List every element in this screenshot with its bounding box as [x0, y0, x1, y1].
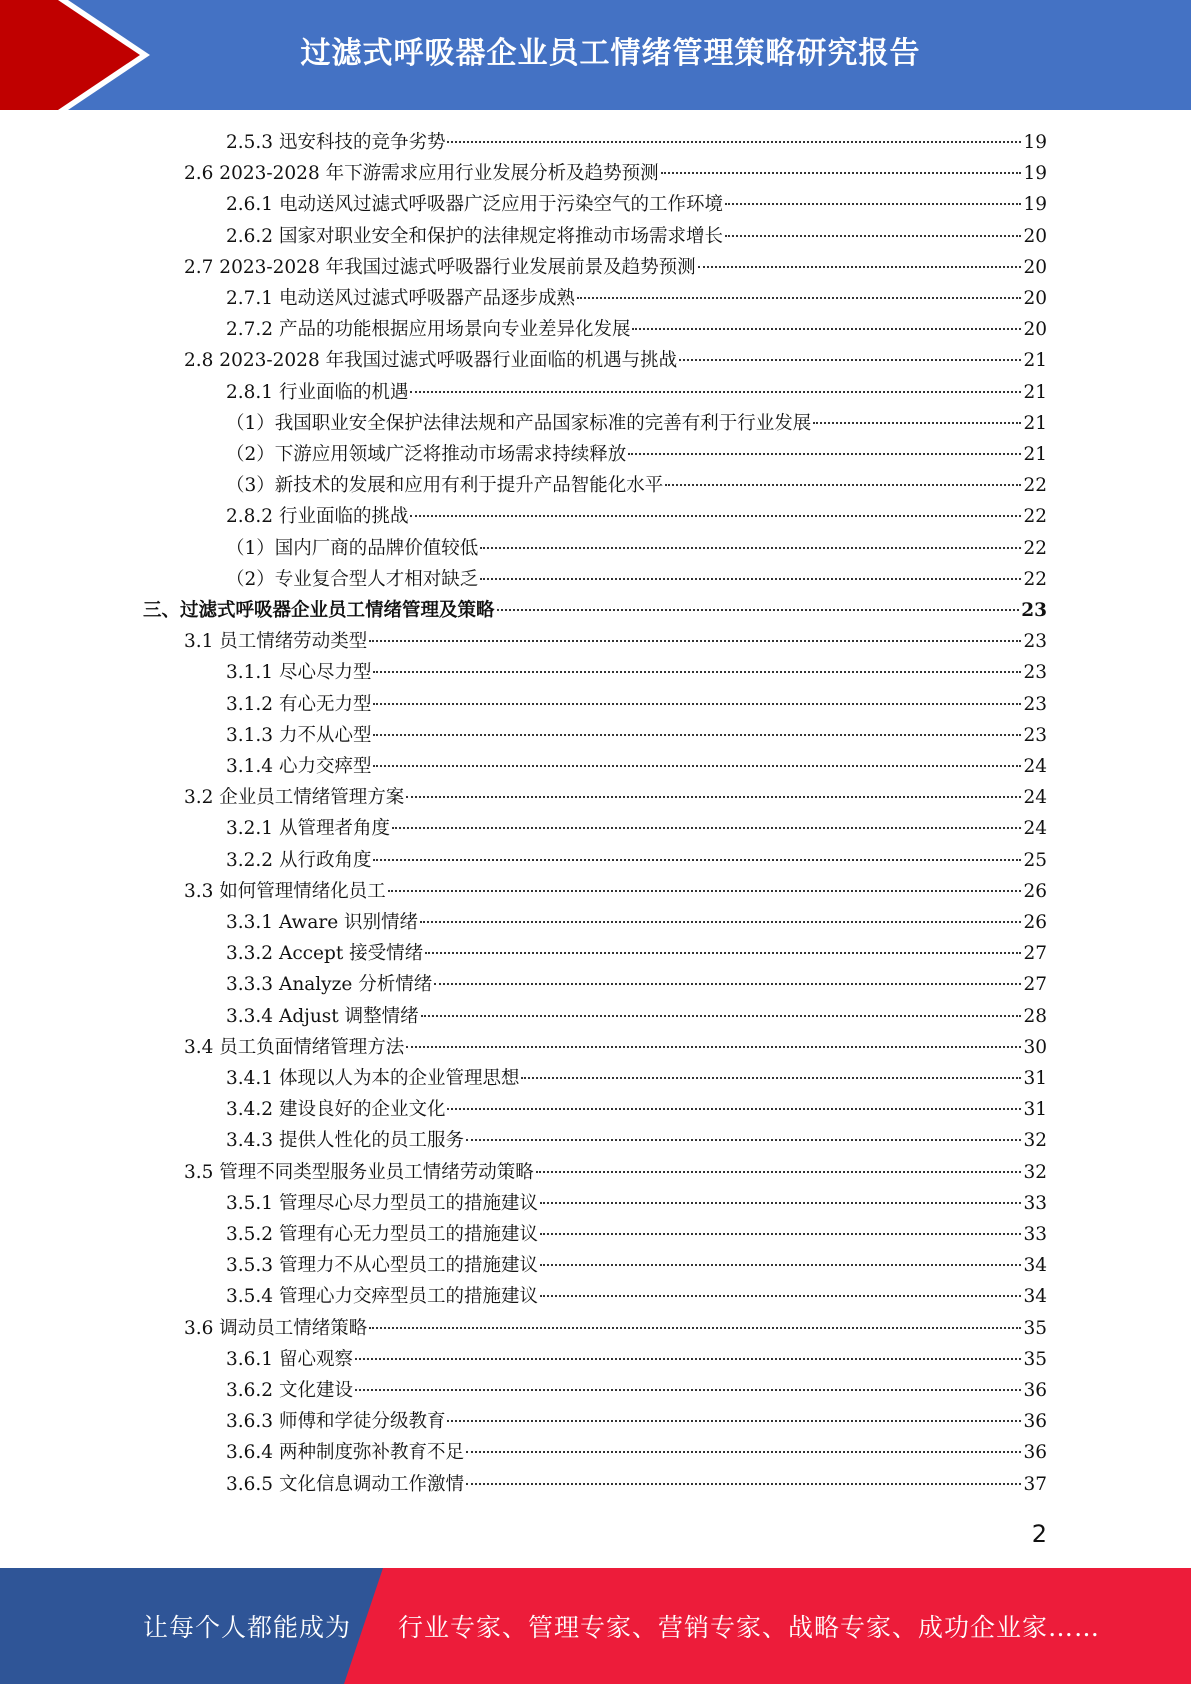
toc-entry-page: 22: [1023, 475, 1047, 497]
toc-entry-title: 3.6.2 文化建设: [226, 1380, 353, 1401]
toc-leader-dots: [425, 952, 1021, 954]
toc-entry[interactable]: [226, 1470, 1047, 1500]
toc-entry[interactable]: [226, 128, 1047, 158]
toc-leader-dots: [497, 609, 1020, 611]
toc-entry-title: （3）新技术的发展和应用有利于提升产品智能化水平: [226, 475, 664, 497]
toc-entry[interactable]: [226, 534, 1047, 564]
toc-entry-page: 24: [1023, 787, 1047, 809]
toc-entry[interactable]: [226, 1438, 1047, 1468]
toc-entry-title: 2.7 2023-2028 年我国过滤式呼吸器行业发展前景及趋势预测: [184, 256, 696, 278]
toc-entry[interactable]: [184, 1158, 1047, 1188]
toc-entry[interactable]: [226, 409, 1047, 439]
toc-entry[interactable]: [226, 1095, 1047, 1125]
toc-entry-title: 3.4.1 体现以人为本的企业管理思想: [226, 1068, 520, 1089]
toc-entry-page: 28: [1023, 1005, 1047, 1027]
toc-entry-title: 3.5.4 管理心力交瘁型员工的措施建议: [226, 1286, 538, 1308]
toc-entry[interactable]: [226, 658, 1047, 688]
page-number: 2: [1031, 1520, 1047, 1548]
toc-leader-dots: [355, 1358, 1022, 1360]
toc-entry-page: 36: [1023, 1411, 1047, 1433]
toc-entry-title: 2.6 2023-2028 年下游需求应用行业发展分析及趋势预测: [184, 163, 659, 185]
page-header: [0, 0, 1191, 110]
toc-leader-dots: [410, 391, 1021, 393]
toc-leader-dots: [661, 172, 1022, 174]
toc-entry-title: 3.5 管理不同类型服务业员工情绪劳动策略: [184, 1161, 534, 1183]
toc-entry-title: 2.6.1 电动送风过滤式呼吸器广泛应用于污染空气的工作环境: [226, 194, 723, 216]
toc-leader-dots: [480, 547, 1021, 549]
toc-leader-dots: [577, 297, 1021, 299]
toc-entry-title: 3.1 员工情绪劳动类型: [184, 631, 368, 653]
toc-entry[interactable]: [226, 502, 1047, 532]
toc-entry[interactable]: [226, 222, 1047, 252]
toc-entry-page: 19: [1023, 132, 1047, 153]
toc-entry-title: 2.7.2 产品的功能根据应用场景向专业差异化发展: [226, 319, 631, 341]
toc-leader-dots: [480, 578, 1021, 580]
toc-entry-page: 20: [1023, 256, 1047, 278]
toc-entry[interactable]: [184, 253, 1047, 283]
toc-entry-title: 2.5.3 迅安科技的竞争劣势: [226, 132, 446, 153]
toc-entry[interactable]: [226, 752, 1047, 782]
toc-entry-title: 3.5.3 管理力不从心型员工的措施建议: [226, 1255, 538, 1277]
toc-entry-page: 37: [1023, 1473, 1047, 1495]
toc-entry-page: 19: [1023, 194, 1047, 216]
toc-entry[interactable]: [184, 1033, 1047, 1063]
toc-entry-title: 3.6.1 留心观察: [226, 1348, 353, 1370]
toc-leader-dots: [420, 921, 1021, 923]
toc-leader-dots: [536, 1171, 1022, 1173]
toc-entry[interactable]: [184, 346, 1047, 376]
toc-entry-title: 3.1.1 尽心尽力型: [226, 662, 372, 684]
page-title: 过滤式呼吸器企业员工情绪管理策略研究报告: [300, 36, 921, 71]
toc-entry-page: 24: [1023, 756, 1047, 777]
toc-leader-dots: [406, 796, 1021, 798]
toc-leader-dots: [466, 1451, 1021, 1453]
toc-entry-page: 33: [1023, 1192, 1047, 1214]
toc-leader-dots: [725, 235, 1021, 237]
toc-leader-dots: [421, 1015, 1022, 1017]
toc-leader-dots: [410, 515, 1021, 517]
toc-entry[interactable]: [226, 471, 1047, 501]
toc-entry[interactable]: [226, 565, 1047, 595]
toc-entry-title: 3.6.3 师傅和学徒分级教育: [226, 1411, 446, 1433]
toc-entry-page: 32: [1023, 1161, 1047, 1183]
toc-leader-dots: [813, 422, 1021, 424]
toc-entry-page: 20: [1023, 319, 1047, 341]
toc-entry-page: 24: [1023, 818, 1047, 840]
toc-entry-title: 3.5.2 管理有心无力型员工的措施建议: [226, 1224, 538, 1245]
toc-entry-title: 2.6.2 国家对职业安全和保护的法律规定将推动市场需求增长: [226, 225, 723, 247]
toc-entry-page: 19: [1023, 163, 1047, 185]
toc-leader-dots: [406, 1046, 1021, 1048]
toc-entry[interactable]: [184, 627, 1047, 657]
toc-entry-title: 3.3.4 Adjust 调整情绪: [226, 1005, 419, 1027]
toc-entry-title: 三、过滤式呼吸器企业员工情绪管理及策略: [143, 600, 495, 621]
toc-entry-page: 26: [1023, 880, 1047, 902]
toc-leader-dots: [466, 1139, 1021, 1141]
toc-entry-page: 35: [1023, 1317, 1047, 1339]
toc-entry-title: （2）专业复合型人才相对缺乏: [226, 568, 479, 590]
toc-entry-title: （1）我国职业安全保护法律法规和产品国家标准的完善有利于行业发展: [226, 412, 812, 434]
toc-entry-page: 22: [1023, 568, 1047, 590]
toc-entry[interactable]: [226, 908, 1047, 938]
toc-entry[interactable]: [226, 1002, 1047, 1032]
toc-entry-page: 21: [1023, 444, 1047, 465]
toc-entry[interactable]: [143, 596, 1047, 626]
toc-entry[interactable]: [226, 814, 1047, 844]
toc-entry-title: 2.8.1 行业面临的机遇: [226, 381, 409, 403]
toc-leader-dots: [698, 266, 1022, 268]
toc-entry-title: （1）国内厂商的品牌价值较低: [226, 537, 479, 559]
toc-leader-dots: [447, 1108, 1021, 1110]
toc-entry-page: 23: [1023, 724, 1047, 746]
toc-entry-title: 3.6.5 文化信息调动工作激情: [226, 1473, 464, 1495]
toc-entry-title: 3.3 如何管理情绪化员工: [184, 880, 386, 902]
toc-entry-page: 23: [1023, 631, 1047, 653]
toc-entry[interactable]: [226, 315, 1047, 345]
toc-entry[interactable]: [226, 1064, 1047, 1094]
toc-entry[interactable]: [184, 159, 1047, 189]
toc-entry-page: 32: [1023, 1130, 1047, 1152]
toc-leader-dots: [369, 640, 1021, 642]
toc-entry[interactable]: [226, 1251, 1047, 1281]
toc-entry-title: 3.4.3 提供人性化的员工服务: [226, 1130, 464, 1152]
toc-entry-page: 33: [1023, 1224, 1047, 1245]
toc-entry-page: 21: [1023, 350, 1047, 372]
toc-entry-page: 21: [1023, 412, 1047, 434]
toc-entry[interactable]: [226, 1220, 1047, 1250]
toc-entry-title: 3.5.1 管理尽心尽力型员工的措施建议: [226, 1192, 538, 1214]
toc-entry[interactable]: [226, 1189, 1047, 1219]
toc-entry-page: 30: [1023, 1036, 1047, 1058]
toc-entry-page: 35: [1023, 1348, 1047, 1370]
toc-leader-dots: [369, 1327, 1021, 1329]
toc-leader-dots: [466, 1483, 1021, 1485]
toc-entry-title: 3.2.2 从行政角度: [226, 849, 372, 871]
toc-entry[interactable]: [226, 846, 1047, 876]
toc-leader-dots: [725, 203, 1021, 205]
toc-leader-dots: [434, 983, 1021, 985]
toc-entry[interactable]: [226, 721, 1047, 751]
toc-leader-dots: [540, 1264, 1021, 1266]
toc-entry[interactable]: [226, 1126, 1047, 1156]
toc-leader-dots: [521, 1077, 1021, 1079]
toc-entry-title: 3.2.1 从管理者角度: [226, 818, 390, 840]
toc-entry[interactable]: [226, 939, 1047, 969]
toc-entry-page: 22: [1023, 537, 1047, 559]
toc-entry-page: 20: [1023, 288, 1047, 309]
toc-entry-page: 36: [1023, 1380, 1047, 1401]
toc-leader-dots: [447, 1420, 1021, 1422]
toc-entry-title: 3.1.3 力不从心型: [226, 724, 372, 746]
toc-entry[interactable]: [226, 1345, 1047, 1375]
toc-entry-title: 3.3.3 Analyze 分析情绪: [226, 974, 433, 996]
toc-entry[interactable]: [226, 190, 1047, 220]
toc-entry-title: 3.1.2 有心无力型: [226, 693, 372, 715]
toc-leader-dots: [355, 1389, 1022, 1391]
toc-leader-dots: [392, 827, 1021, 829]
toc-leader-dots: [373, 765, 1021, 767]
toc-entry[interactable]: [226, 1407, 1047, 1437]
toc-entry-title: 3.1.4 心力交瘁型: [226, 756, 372, 777]
toc-entry-page: 23: [1023, 693, 1047, 715]
toc-entry-page: 23: [1021, 600, 1047, 621]
toc-leader-dots: [373, 734, 1021, 736]
toc-entry-page: 36: [1023, 1442, 1047, 1464]
toc-entry[interactable]: [184, 1314, 1047, 1344]
toc-entry-page: 31: [1023, 1068, 1047, 1089]
toc-entry-title: 3.4.2 建设良好的企业文化: [226, 1099, 446, 1121]
toc-leader-dots: [540, 1295, 1021, 1297]
toc-entry[interactable]: [226, 690, 1047, 720]
toc-entry-title: （2）下游应用领域广泛将推动市场需求持续释放: [226, 444, 627, 465]
toc-leader-dots: [447, 141, 1021, 143]
toc-leader-dots: [373, 859, 1021, 861]
toc-entry-page: 27: [1023, 943, 1047, 965]
toc-entry[interactable]: [226, 378, 1047, 408]
toc-entry[interactable]: [184, 877, 1047, 907]
toc-leader-dots: [373, 703, 1021, 705]
toc-entry-page: 22: [1023, 506, 1047, 528]
toc-entry[interactable]: [184, 783, 1047, 813]
toc-entry-title: 3.4 员工负面情绪管理方法: [184, 1036, 405, 1058]
toc-leader-dots: [628, 453, 1021, 455]
footer-slogan-right: 行业专家、管理专家、营销专家、战略专家、成功企业家……: [398, 1613, 1101, 1642]
page-footer: [0, 1568, 1191, 1684]
toc-entry-title: 3.6.4 两种制度弥补教育不足: [226, 1442, 464, 1464]
toc-entry-title: 3.6 调动员工情绪策略: [184, 1317, 368, 1339]
toc-entry-title: 2.7.1 电动送风过滤式呼吸器产品逐步成熟: [226, 288, 575, 309]
toc-entry[interactable]: [226, 1282, 1047, 1312]
toc-leader-dots: [373, 671, 1021, 673]
toc-entry[interactable]: [226, 1376, 1047, 1406]
toc-entry-page: 25: [1023, 849, 1047, 871]
toc-entry-page: 31: [1023, 1099, 1047, 1121]
toc-entry[interactable]: [226, 284, 1047, 314]
toc-entry[interactable]: [226, 970, 1047, 1000]
toc-entry-page: 23: [1023, 662, 1047, 684]
toc-entry-title: 3.3.2 Accept 接受情绪: [226, 943, 424, 965]
toc-entry-title: 2.8.2 行业面临的挑战: [226, 506, 409, 528]
toc-entry-page: 34: [1023, 1255, 1047, 1277]
toc-entry-title: 3.2 企业员工情绪管理方案: [184, 787, 405, 809]
toc-leader-dots: [540, 1233, 1021, 1235]
toc-entry-page: 21: [1023, 381, 1047, 403]
toc-leader-dots: [388, 890, 1022, 892]
toc-leader-dots: [540, 1202, 1021, 1204]
toc-entry-page: 34: [1023, 1286, 1047, 1308]
toc-entry-page: 20: [1023, 225, 1047, 247]
footer-slogan-left: 让每个人都能成为: [143, 1613, 352, 1642]
toc-entry-page: 27: [1023, 974, 1047, 996]
toc-leader-dots: [632, 328, 1021, 330]
toc-leader-dots: [679, 359, 1021, 361]
toc-entry-title: 2.8 2023-2028 年我国过滤式呼吸器行业面临的机遇与挑战: [184, 350, 678, 372]
toc-entry-page: 26: [1023, 912, 1047, 933]
toc-entry-title: 3.3.1 Aware 识别情绪: [226, 912, 419, 933]
toc-entry[interactable]: [226, 440, 1047, 470]
toc-leader-dots: [665, 484, 1021, 486]
